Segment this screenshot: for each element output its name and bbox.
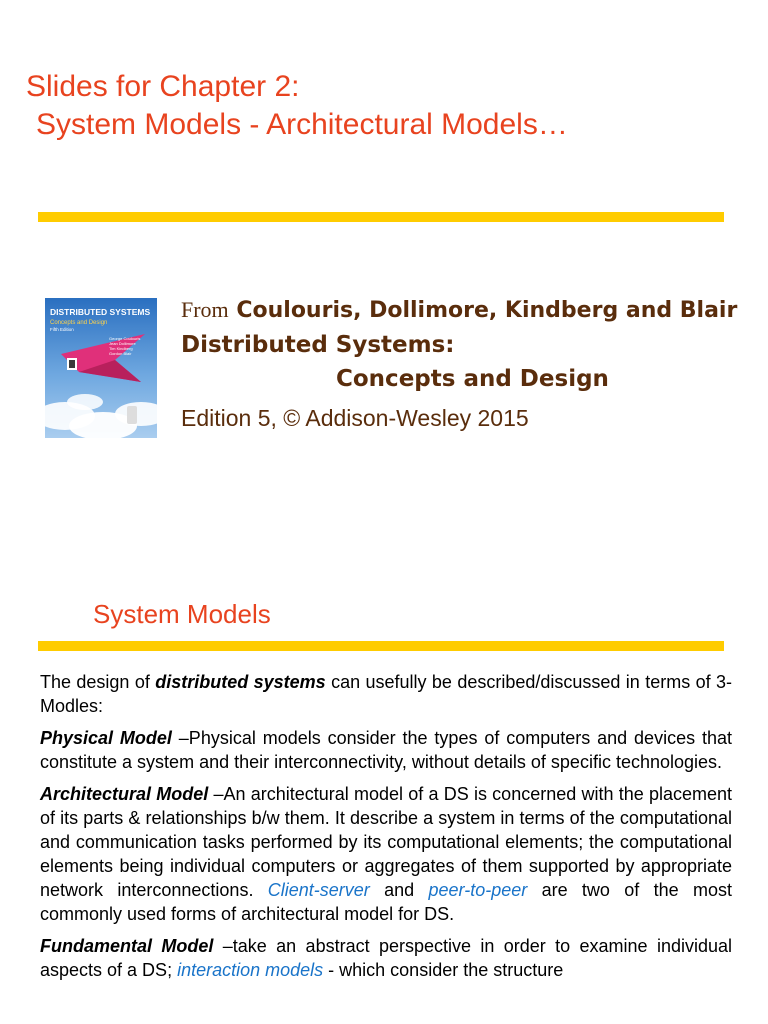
- cover-author-1: George Coulouris: [109, 336, 141, 341]
- intro-term: distributed systems: [155, 672, 326, 692]
- authors-names: Coulouris, Dollimore, Kindberg and Blair: [236, 298, 738, 323]
- physical-model-paragraph: [40, 726, 732, 774]
- architectural-model-text-a: –An architectural model of a DS is concerned with the placement of its parts & relationships b/w them. It describe a system in terms of the computational and communication tasks performed by its computational elements; the computational elements being individual computers or aggregates of them supported by appropriate network interconnections.: [40, 784, 732, 900]
- physical-model-text: –Physical models consider the types of computers and devices that constitute a system and their interconnectivity, without details of specific technologies.: [40, 728, 732, 772]
- from-label: From: [181, 297, 229, 322]
- cover-title-text: DISTRIBUTED SYSTEMS: [50, 307, 151, 317]
- architectural-model-text-b: are two of the most commonly used forms of architectural model for DS.: [40, 880, 732, 924]
- intro-paragraph: [40, 670, 732, 718]
- architectural-model-paragraph: [40, 782, 732, 926]
- book-edition: Edition 5, © Addison-Wesley 2015: [181, 405, 529, 431]
- peer-to-peer-link[interactable]: peer-to-peer: [428, 880, 528, 900]
- slide-title-line2: System Models - Architectural Models…: [36, 108, 568, 141]
- book-subtitle: Concepts and Design: [336, 366, 609, 392]
- fundamental-model-text-a: –take an abstract perspective in order to examine individual aspects of a DS;: [40, 936, 732, 980]
- book-cover-art: [45, 298, 157, 438]
- section-divider: [38, 641, 724, 651]
- interaction-models-link[interactable]: interaction models: [177, 960, 324, 980]
- intro-text-b: can usefully be described/discussed in terms of 3-Modles:: [40, 672, 733, 716]
- cover-author-3: Tim Kindberg: [109, 346, 133, 351]
- slide-title-line1: Slides for Chapter 2:: [26, 70, 300, 103]
- book-title: Distributed Systems:: [181, 332, 455, 358]
- fundamental-model-paragraph: [40, 934, 732, 982]
- cover-author-4: Gordon Blair: [109, 351, 132, 356]
- architectural-model-term: Architectural Model: [40, 784, 209, 804]
- section-title: System Models: [93, 599, 271, 629]
- cover-author-2: Jean Dollimore: [109, 341, 136, 346]
- book-cover-image: [45, 298, 157, 438]
- intro-text-a: The design of: [40, 672, 156, 692]
- cover-subtitle-text: Concepts and Design: [50, 320, 108, 326]
- architectural-and: and: [369, 880, 429, 900]
- fundamental-model-text-b: - which consider the structure: [323, 960, 564, 980]
- cover-edition-text: Fifth Edition: [50, 327, 74, 332]
- fundamental-model-term: Fundamental Model: [40, 936, 214, 956]
- client-server-link[interactable]: Client-server: [267, 880, 370, 900]
- top-divider: [38, 212, 724, 222]
- slide-body: [40, 670, 732, 990]
- book-reference: [181, 295, 741, 434]
- slide-title: [26, 68, 568, 144]
- authors-line: [181, 295, 741, 326]
- physical-model-term: Physical Model: [40, 728, 172, 748]
